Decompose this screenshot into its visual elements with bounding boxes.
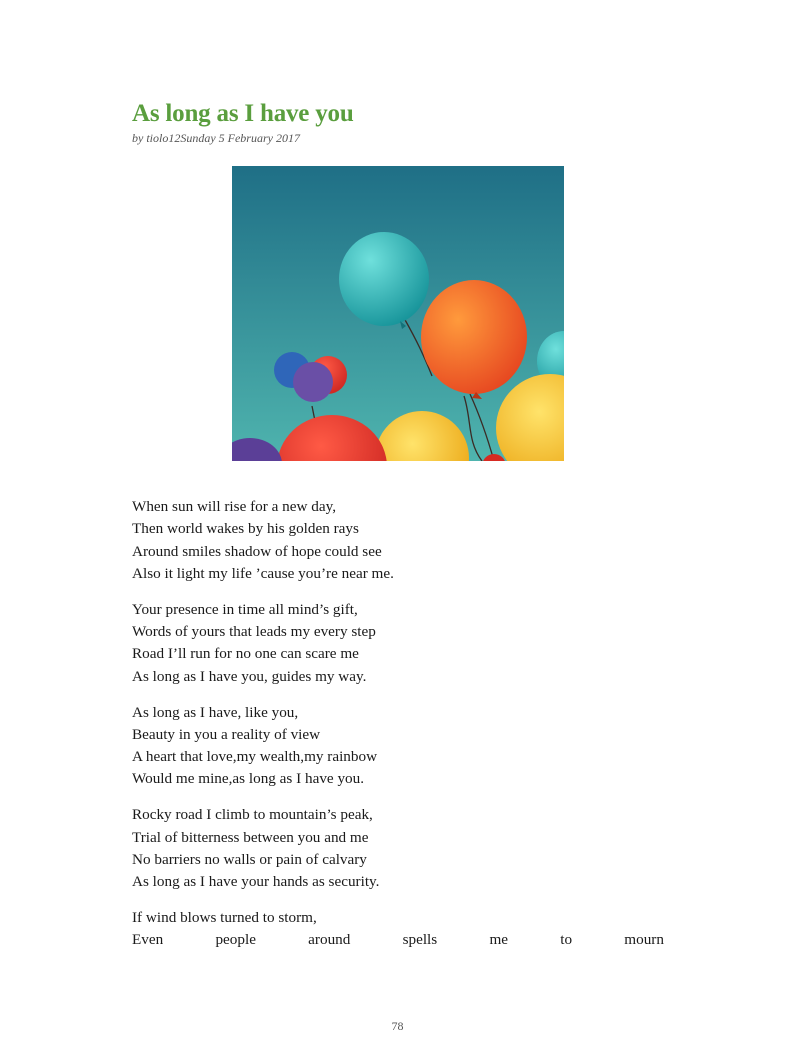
poem-body — [132, 496, 664, 965]
poem-word: me — [489, 931, 508, 949]
poem-line: Then world wakes by his golden rays — [132, 520, 359, 538]
balloons-image — [232, 166, 564, 461]
poem-line: Beauty in you a reality of view — [132, 725, 321, 743]
page-number: 78 — [391, 1019, 404, 1033]
poem-line — [132, 929, 664, 951]
poem-word: spells — [402, 931, 438, 949]
poem-stanza — [132, 702, 664, 791]
poem-stanza — [132, 599, 664, 688]
poem-stanza — [132, 804, 664, 893]
poem-line: As long as I have you, guides my way. — [132, 667, 367, 685]
teal-balloon — [339, 232, 429, 326]
orange-balloon — [421, 280, 527, 394]
poem-line: Your presence in time all mind’s gift, — [132, 600, 358, 618]
poem-line: A heart that love,my wealth,my rainbow — [132, 748, 378, 766]
poem-line: As long as I have your hands as security. — [132, 873, 380, 891]
poem-line: Around smiles shadow of hope could see — [132, 542, 382, 560]
poem-line: When sun will rise for a new day, — [132, 498, 336, 515]
poem-stanza — [132, 907, 664, 952]
poem-word: people — [215, 931, 256, 949]
poem-line: Trial of bitterness between you and me — [132, 828, 369, 846]
article-title: As long as I have you — [132, 100, 354, 127]
poem-line: Would me mine,as long as I have you. — [132, 770, 365, 788]
poem-word: Even — [132, 931, 164, 949]
poem-word: around — [308, 931, 351, 949]
poem-line: Road I’ll run for no one can scare me — [132, 645, 359, 663]
poem-line: Rocky road I climb to mountain’s peak, — [132, 806, 373, 824]
poem-stanza — [132, 496, 664, 585]
poem-word: mourn — [624, 931, 664, 949]
poem-line: Words of yours that leads my every step — [132, 623, 376, 641]
poem-line: Also it light my life ’cause you’re near me. — [132, 564, 394, 582]
poem-line: If wind blows turned to storm, — [132, 909, 317, 927]
article-byline: by tiolo12Sunday 5 February 2017 — [132, 131, 300, 145]
poem-word: to — [560, 931, 573, 949]
poem-line: As long as I have, like you, — [132, 703, 299, 721]
poem-line: No barriers no walls or pain of calvary — [132, 850, 367, 868]
purple-balloon-small — [293, 362, 333, 402]
